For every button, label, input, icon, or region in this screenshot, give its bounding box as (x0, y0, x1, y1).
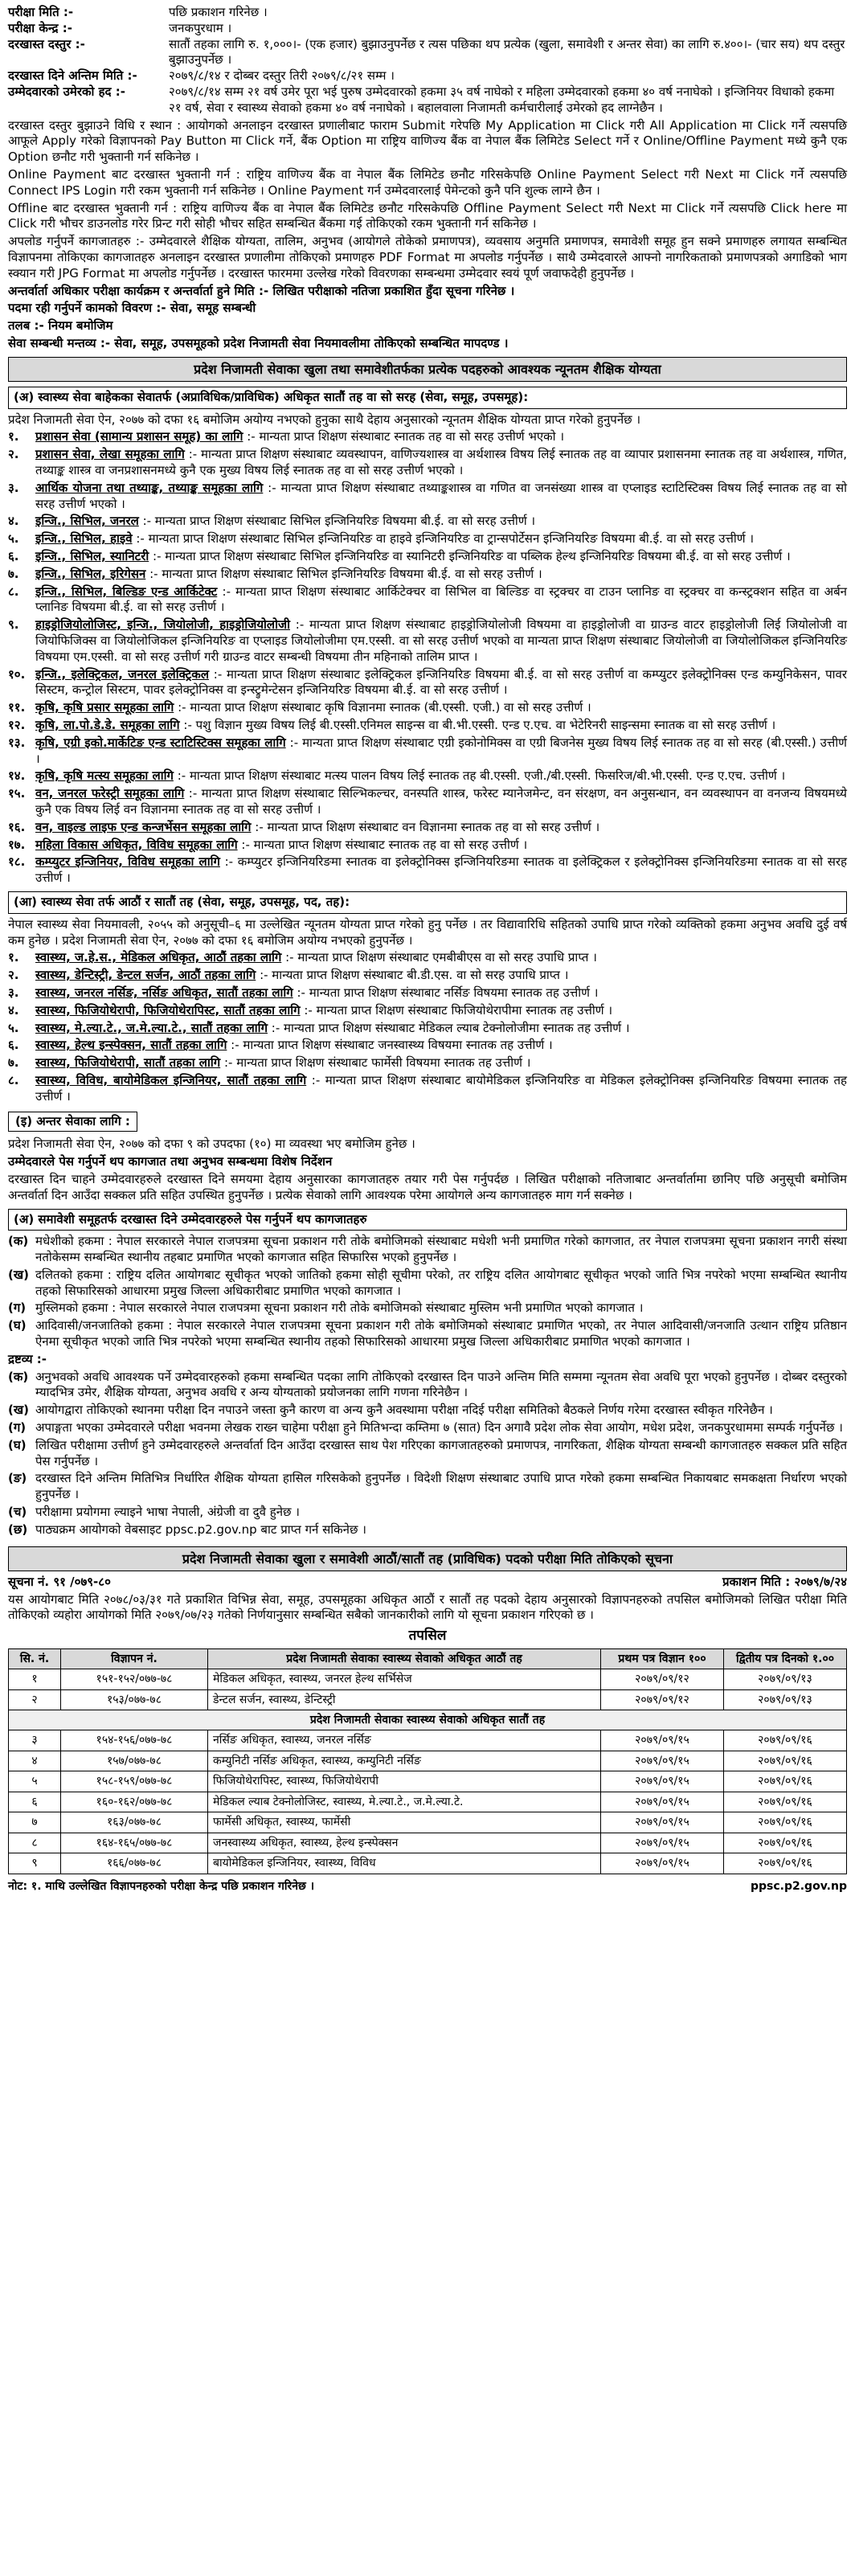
list-item (8, 1021, 847, 1037)
list-text (35, 735, 847, 768)
list-text (35, 531, 847, 547)
list-desc: :- कम्प्युटर इन्जिनियरिङमा स्नातक वा इलेक्ट्रोनिक्स इन्जिनियरिङमा स्नातक वा इलेक्ट्रिकल र इलेक्ट्रोनिक्स इन्जिनियरिङमा स्नातक वा सो सरह उत्तीर्ण । (35, 854, 847, 886)
list-item (8, 1522, 847, 1538)
list-text (35, 1420, 847, 1436)
list-text (35, 820, 847, 836)
list-text (35, 985, 847, 1001)
list-item (8, 1370, 847, 1402)
list-desc: :- मान्यता प्राप्त शिक्षण संस्थाबाट इलेक्ट्रिकल इन्जिनियरिङ विषयमा बी.ई. वा सो सरह उत्तीर्ण वा कम्प्युटर इलेक्ट्रोनिक्स एन्ड कम्युनिकेसन, पावर सिस्टम, कन्ट्रोल सिस्टम, पावर इलेक्ट्रोनिक्स वा इन्स्ट्रुमेन्टेसन इन्जिनियरिङ विषयमा बी.ई. वा सो सरह उत्तीर्ण । (35, 666, 847, 698)
exam-date-notice-heading: प्रदेश निजामती सेवाका खुला र समावेशी आठौं/सातौं तह (प्राविधिक) पदको परीक्षा मिति तोकिएको सूचना (8, 1546, 847, 1571)
table-cell: १५१-१५२/०७७-७८ (61, 1669, 208, 1689)
list-title: स्वास्थ्य, मे.ल्या.टे., ज.मे.ल्या.टे., सातौं तहका लागि (35, 1020, 268, 1035)
footer-note: नोट: १. माथि उल्लेखित विज्ञापनहरुको परीक्षा केन्द्र पछि प्रकाशन गरिनेछ । (8, 1879, 315, 1893)
list-number: ४. (8, 514, 19, 529)
table-row (9, 1792, 847, 1812)
table-row (9, 1812, 847, 1833)
publish-date (722, 1575, 847, 1591)
list-desc: पाठ्यक्रम आयोगको वेबसाइट ppsc.p2.gov.np बाट प्राप्त गर्न सकिनेछ । (35, 1521, 366, 1537)
table-cell: २०७९/०९/१६ (724, 1751, 847, 1771)
meta-label: परीक्षा मिति :- (8, 5, 74, 19)
notice-meta (8, 1575, 847, 1591)
list-desc: :- मान्यता प्राप्त शिक्षण संस्थाबाट मेडिकल ल्याब टेक्नोलोजीमा स्नातक तह उत्तीर्ण । (271, 1020, 630, 1035)
table-cell: १ (9, 1669, 61, 1689)
list-text (35, 1471, 847, 1503)
list-desc: :- मान्यता प्राप्त शिक्षण संस्थाबाट सिभिल इन्जिनियरिङ विषयमा बी.ई. वा सो सरह उत्तीर्ण । (142, 514, 536, 529)
list-number: (ख) (8, 1403, 29, 1418)
qualification-heading: प्रदेश निजामती सेवाका खुला तथा समावेशीतर्फका प्रत्येक पदहरुको आवश्यक न्यूनतम शैक्षिक योग्यता (8, 357, 847, 382)
list-item (8, 854, 847, 887)
list-item (8, 1420, 847, 1436)
list-desc: मुस्लिमको हकमा : नेपाल सरकारले नेपाल राजपत्रमा सूचना प्रकाशन गरी तोके बमोजिमको संस्थाबाट मुस्लिम भनी प्रमाणित भएको कागजात । (35, 1300, 644, 1316)
tapsil-heading: तपसिल (408, 1628, 447, 1644)
list-desc: :- मान्यता प्राप्त शिक्षण संस्थाबाट सिभिल इन्जिनियरिङ वा हाइवे इन्जिनियरिङ वा ट्रान्सपोर्टेसन इन्जिनियरिङ विषयमा बी.ई. वा सो सरह उत्तीर्ण । (136, 531, 755, 547)
list-title: इन्जि., सिभिल, जनरल (35, 514, 139, 529)
list-text (35, 786, 847, 818)
list-item (8, 584, 847, 616)
notes-list (8, 1370, 847, 1538)
list-desc: :- मान्यता प्राप्त शिक्षण संस्थाबाट सिभिल इन्जिनियरिङ विषयमा बी.ई. वा सो सरह उत्तीर्ण । (149, 566, 542, 581)
list-desc: :- मान्यता प्राप्त शिक्षण संस्थाबाट सिभिल इन्जिनियरिङ वा स्यानिटरी इन्जिनियरिङ वा पब्लिक हेल्थ इन्जिनियरिङ विषयमा बी.ई. वा सो सरह उत्तीर्ण । (153, 549, 791, 564)
list-number: १६. (8, 819, 26, 834)
table-cell: २०७९/०९/१६ (724, 1792, 847, 1812)
salary-paragraph: तलब :- नियम बमोजिम (8, 318, 113, 334)
list-desc: :- मान्यता प्राप्त शिक्षण संस्थाबाट स्नातक तह वा सो सरह उत्तीर्ण । (241, 837, 528, 852)
list-title: आर्थिक योजना तथा तथ्याङ्क, तथ्याङ्क समूहका लागि (35, 480, 264, 495)
meta-value: पछि प्रकाशन गरिनेछ । (169, 5, 268, 19)
list-number: १७. (8, 837, 26, 852)
list-text (35, 854, 847, 887)
list-number: १४. (8, 768, 26, 784)
table-cell: २ (9, 1689, 61, 1710)
list-item (8, 667, 847, 699)
col-paper2: द्वितीय पत्र दिनको १.०० (724, 1648, 847, 1669)
list-number: ७. (8, 566, 19, 581)
list-desc: दलितको हकमा : राष्ट्रिय दलित आयोगबाट सूचीकृत भएको जातिको हकमा सोही सूचीमा परेको, तर राष्ट्रिय दलित आयोगबाट सूचीकृत भएको जाति भित्र नपरेको भएमा सम्बन्धित स्थानीय तहको सिफारिसको आधारमा प्रमुख जिल्ला अधिकारीबाट प्रमाणित भएको कागजात । (35, 1267, 847, 1298)
list-text (35, 567, 847, 583)
meta-label: उम्मेदवारको उमेरको हद :- (8, 84, 125, 99)
table-cell: २०७९/०९/१६ (724, 1853, 847, 1874)
publish-date-label: प्रकाशन मिति : (722, 1574, 791, 1589)
list-title: कम्प्युटर इन्जिनियर, विविध समूहका लागि (35, 854, 220, 870)
table-row (9, 1689, 847, 1710)
list-item (8, 718, 847, 734)
list-text (35, 1505, 847, 1521)
table-cell: जनस्वास्थ्य अधिकृत, स्वास्थ्य, हेल्थ इन्स्पेक्सन (208, 1833, 601, 1853)
list-desc: :- मान्यता प्राप्त शिक्षण संस्थाबाट एग्री इकोनोमिक्स वा एग्री बिजनेस मुख्य विषय लिई स्नातक तह वा सो सरह (बी.एस्सी.) उत्तीर्ण । (35, 735, 847, 766)
table-cell: २०७९/०९/१३ (724, 1669, 847, 1689)
list-number: (क) (8, 1369, 29, 1384)
table-cell: ९ (9, 1853, 61, 1874)
list-text (35, 584, 847, 616)
list-desc: :- मान्यता प्राप्त शिक्षण संस्थाबाट मत्स्य पालन विषय लिई स्नातक तह बी.एस्सी. एजी./बी.एस्सी. फिसरिज/बी.भी.एस्सी. एन्ड ए.एच. उत्तीर्ण । (177, 768, 786, 784)
list-text (35, 1438, 847, 1470)
table-row (9, 1730, 847, 1751)
list-text (35, 768, 847, 784)
table-header-row (9, 1648, 847, 1669)
list-desc: :- मान्यता प्राप्त शिक्षण संस्थाबाट कृषि विज्ञानमा स्नातक (बी.एस्सी. एजी.) वा सो सरह उत्तीर्ण । (178, 700, 591, 715)
table-cell: मेडिकल अधिकृत, स्वास्थ्य, जनरल हेल्थ सर्भिसेज (208, 1669, 601, 1689)
list-title: स्वास्थ्य, डेन्टिस्ट्री, डेन्टल सर्जन, आठौं तहका लागि (35, 968, 256, 983)
post-desc-paragraph: पदमा रही गर्नुपर्ने कामको विवरण :- सेवा, समूह सम्बन्धी (8, 301, 256, 316)
table-cell: २०७९/०९/१६ (724, 1771, 847, 1792)
table-cell: मेडिकल ल्याब टेक्नोलोजिस्ट, स्वास्थ्य, मे.ल्या.टे., ज.मे.ल्या.टे. (208, 1792, 601, 1812)
table-cell: १६६/०७७-७८ (61, 1853, 208, 1874)
list-title: स्वास्थ्य, विविध, बायोमेडिकल इन्जिनियर, सातौं तहका लागि (35, 1072, 307, 1087)
list-title: कृषि, कृषि मत्स्य समूहका लागि (35, 768, 174, 784)
list-number: २. (8, 968, 19, 983)
list-item (8, 968, 847, 984)
list-item (8, 985, 847, 1001)
list-number: १२. (8, 717, 26, 732)
list-text (35, 1370, 847, 1402)
list-text (35, 950, 847, 966)
list-item (8, 1055, 847, 1071)
experience-heading: उम्मेदवारले पेस गर्नुपर्ने थप कागजात तथा अनुभव सम्बन्धमा विशेष निर्देशन (8, 1154, 333, 1169)
list-number: (ख) (8, 1267, 29, 1282)
list-number: ८. (8, 1072, 19, 1087)
table-cell: ३ (9, 1730, 61, 1751)
table-cell: २०७९/०९/१५ (601, 1751, 724, 1771)
list-number: (ङ) (8, 1471, 27, 1486)
list-text (35, 549, 847, 565)
table-cell: फार्मेसी अधिकृत, स्वास्थ्य, फार्मेसी (208, 1812, 601, 1833)
list-desc: आदिवासी/जनजातिको हकमा : नेपाल सरकारले नेपाल राजपत्रमा सूचना प्रकाशन गरी तोके बमोजिमको संस्थाबाट प्रमाणित भएको, तर नेपाल आदिवासी/जनजाति उत्थान राष्ट्रिय प्रतिष्ठान ऐनमा सूचीकृत भएको जाति भित्र नपरेको भएमा सम्बन्धित स्थानीय तहको सिफारिसको आधारमा प्रमुख जिल्ला अधिकारीबाट प्रमाणित भएको कागजात । (35, 1318, 847, 1349)
list-text (35, 481, 847, 513)
list-number: १. (8, 950, 19, 965)
list-text (35, 667, 847, 699)
table-row (9, 1771, 847, 1792)
list-number: ६. (8, 1038, 19, 1053)
exam-meta (8, 5, 847, 117)
list-desc: :- मान्यता प्राप्त शिक्षण संस्थाबाट सिल्भिकल्चर, वनस्पति शास्त्र, फरेस्ट म्यानेजमेन्ट, वन संरक्षण, वन अनुसन्धान, वन व्यवस्थापन वा वनजन्य विषयमध्ये कुनै एक विषय लिई वन विज्ञानमा स्नातक तह वा सो सरह उत्तीर्ण । (35, 786, 847, 817)
list-item (8, 1003, 847, 1019)
list-text (35, 1003, 847, 1019)
list-text (35, 718, 847, 734)
list-title: प्रशासन सेवा, लेखा समूहका लागि (35, 447, 185, 462)
list-desc: परीक्षामा प्रयोगमा ल्याइने भाषा नेपाली, अंग्रेजी वा दुवै हुनेछ । (35, 1505, 300, 1520)
inter-service-text: प्रदेश निजामती सेवा ऐन, २०७७ को दफा ९ को उपदफा (१०) मा व्यवस्था भए बमोजिम हुनेछ । (8, 1136, 415, 1152)
list-item (8, 617, 847, 665)
list-title: कृषि, कृषि प्रसार समूहका लागि (35, 700, 174, 715)
table-cell: १६३/०७७-७८ (61, 1812, 208, 1833)
list-desc: आयोगद्वारा तोकिएको स्थानमा परीक्षा दिन नपाउने जस्ता कुनै कारण वा अन्य कुनै अवस्थामा परीक्षा नदिई परीक्षा समितिको बैठकले निर्णय गरेमा दरखास्त स्वीकृत गरिनेछैन । (35, 1403, 773, 1418)
list-number: (छ) (8, 1521, 28, 1537)
table-row (9, 1751, 847, 1771)
list-desc: :- मान्यता प्राप्त शिक्षण संस्थाबाट बायोमेडिकल इन्जिनियरिङ वा मेडिकल इलेक्ट्रोनिक्स इन्जिनियरिङ विषयमा स्नातक तह उत्तीर्ण । (35, 1072, 847, 1104)
table-cell: २०७९/०९/१५ (601, 1792, 724, 1812)
table-cell: २०७९/०९/१६ (724, 1833, 847, 1853)
list-number: ४. (8, 1002, 19, 1018)
list-item (8, 768, 847, 784)
list-item (8, 735, 847, 768)
meta-label: परीक्षा केन्द्र :- (8, 20, 72, 35)
table-cell: १६०-१६२/०७७-७८ (61, 1792, 208, 1812)
online-payment-paragraph: Online Payment बाट दरखास्त भुक्तानी गर्न : राष्ट्रिय वाणिज्य बैंक वा नेपाल बैंक लिमिटेड छनौट गरिसकेपछि Online Payment Select गरी Next मा Click गर्ने त्यसपछि Connect IPS Login गरी रकम भुक्तानी गर्न सकिनेछ । Online Payment गर्न उम्मेदवारलाई पेमेन्टको कुनै पनि शुल्क लाग्ने छैन । (8, 166, 847, 198)
col-paper1: प्रथम पत्र विज्ञान १०० (601, 1648, 724, 1669)
table-cell: नर्सिङ अधिकृत, स्वास्थ्य, जनरल नर्सिङ (208, 1730, 601, 1751)
list-item (8, 549, 847, 565)
notes-heading: द्रष्टव्य :- (8, 1351, 47, 1366)
table-cell: ८ (9, 1833, 61, 1853)
meta-value: सातौं तहका लागि रु. १,०००।- (एक हजार) बुझाउनुपर्नेछ र त्यस पछिका थप प्रत्येक (खुला, समावेशी र अन्तर सेवा) का लागि रु.४००।- (चार सय) थप दस्तुर बुझाउनुपर्नेछ । (169, 36, 845, 68)
list-text (35, 838, 847, 854)
inclusion-heading: (अ) समावेशी समूहतर्फ दरखास्त दिने उम्मेदवारहरुले पेस गर्नुपर्ने थप कागजातहरु (8, 1209, 847, 1231)
list-text (35, 1522, 847, 1538)
list-text (35, 700, 847, 716)
table-cell: २०७९/०९/१५ (601, 1771, 724, 1792)
list-title: इन्जि., सिभिल, स्यानिटरी (35, 549, 149, 564)
meta-row (8, 5, 847, 21)
inter-service-heading: (इ) अन्तर सेवाका लागि : (8, 1112, 137, 1132)
table-cell: कम्युनिटी नर्सिङ अधिकृत, स्वास्थ्य, कम्युनिटी नर्सिङ (208, 1751, 601, 1771)
list-number: ५. (8, 1020, 19, 1035)
exam-schedule-table (8, 1648, 847, 1874)
list-item (8, 1073, 847, 1105)
list-item (8, 838, 847, 854)
footer (8, 1879, 847, 1894)
table-cell: २०७९/०९/१५ (601, 1833, 724, 1853)
list-title: इन्जि., सिभिल, बिल्डिङ एन्ड आर्किटेक्ट (35, 584, 218, 599)
list-text (35, 1268, 847, 1300)
list-number: (घ) (8, 1318, 27, 1333)
interview-paragraph: अन्तर्वार्ता अधिकार परीक्षा कार्यक्रम र अन्तर्वार्ता हुने मिति :- लिखित परीक्षाको नतिजा प्रकाशित हुँदा सूचना गरिनेछ । (8, 283, 515, 298)
list-title: स्वास्थ्य, जनरल नर्सिङ, नर्सिङ अधिकृत, सातौं तहका लागि (35, 985, 293, 1000)
list-desc: :- मान्यता प्राप्त शिक्षण संस्थाबाट व्यवस्थापन, वाणिज्यशास्त्र वा अर्थशास्त्र विषय लिई स्नातक तह वा व्यापार प्रशासनमा स्नातक तह वा अर्थशास्त्र, गणित, तथ्याङ्क शास्त्र वा जनप्रशासनमध्ये कुनै एक मुख्य विषय लिई स्नातक तह वा सो सरह उत्तीर्ण भएको । (35, 447, 847, 478)
list-title: प्रशासन सेवा (सामान्य प्रशासन समूह) का लागि (35, 429, 243, 444)
list-number: १५. (8, 786, 26, 801)
table-cell: २०७९/०९/१५ (601, 1812, 724, 1833)
table-cell: २०७९/०९/१६ (724, 1812, 847, 1833)
table-cell: १६४-१६५/०७७-७८ (61, 1833, 208, 1853)
table-section-row (9, 1710, 847, 1730)
health-qualification-list (8, 950, 847, 1104)
table-row (9, 1833, 847, 1853)
table-cell: ७ (9, 1812, 61, 1833)
table-cell: १५३/०७७-७८ (61, 1689, 208, 1710)
list-number: ८. (8, 584, 19, 599)
list-desc: :- मान्यता प्राप्त शिक्षण संस्थाबाट नर्सिङ विषयमा स्नातक तह उत्तीर्ण । (297, 985, 599, 1000)
meta-row (8, 37, 847, 69)
offline-payment-paragraph: Offline बाट दरखास्त भुक्तानी गर्न : राष्ट्रिय वाणिज्य बैंक वा नेपाल बैंक लिमिटेड छनौट गरिसकेपछि Offline Payment Select गरी Next मा Click गर्ने त्यसपछि Click here मा Click गरी भौचर डाउनलोड गरेर प्रिन्ट गरी सोही भौचर सहित सम्बन्धित बैंकमा गई तोकिएको रकम भुक्तानी गर्न सकिनेछ । (8, 200, 847, 231)
list-item (8, 1300, 847, 1317)
table-section-title: प्रदेश निजामती सेवाका स्वास्थ्य सेवाको अधिकृत सातौं तह (9, 1710, 847, 1730)
list-item (8, 1318, 847, 1350)
list-number: ९. (8, 617, 19, 633)
list-title: स्वास्थ्य, ज.हे.स., मेडिकल अधिकृत, आठौं तहका लागि (35, 950, 282, 965)
list-item (8, 700, 847, 716)
table-cell: २०७९/०९/१२ (601, 1669, 724, 1689)
list-number: ३. (8, 985, 19, 1000)
list-number: (ग) (8, 1420, 27, 1435)
list-desc: दरखास्त दिने अन्तिम मितिभित्र निर्धारित शैक्षिक योग्यता हासिल गरिसकेको हुनुपर्नेछ । विदेशी शिक्षण संस्थाबाट उपाधि प्राप्त गरेको हकमा सम्बन्धित निकायबाट समकक्षता निर्धारण भएको हुनुपर्नेछ । (35, 1471, 847, 1502)
list-text (35, 1073, 847, 1105)
list-text (35, 1021, 847, 1037)
rules-paragraph: सेवा सम्बन्धी मन्तव्य :- सेवा, समूह, उपसमूहको प्रदेश निजामती सेवा नियमावलीमा तोकिएको सम्बन्धित मापदण्ड । (8, 335, 509, 350)
list-desc: :- मान्यता प्राप्त शिक्षण संस्थाबाट बी.डी.एस. वा सो सरह उपाधि प्राप्त । (260, 968, 569, 983)
col-adv-no: विज्ञापन नं. (61, 1648, 208, 1669)
list-item (8, 429, 847, 445)
list-item (8, 1438, 847, 1470)
list-desc: :- मान्यता प्राप्त शिक्षण संस्थाबाट हाइड्रोजियोलोजी विषयमा वा हाइड्रोलोजी वा ग्राउन्ड वाटर हाइड्रोलोजी लिई जियोलोजी वा जियोफिजिक्स वा जियोलोजिकल इन्जिनियरिङ वा एप्लाइड जियोलोजीमा एम.एस्सी. वा सो सरह उत्तीर्ण भएको वा मान्यता प्राप्त शिक्षण संस्थाबाट जियोलोजी वा जियोलोजिकल इन्जिनियरिङ विषयमा एम.एस्सी. वा सो सरह उत्तीर्ण गरी ग्राउन्ड वाटर सम्बन्धी विषयमा तीन महिनाको तालिम प्राप्त । (35, 617, 847, 664)
table-cell: १५७/०७७-७८ (61, 1751, 208, 1771)
footer-site: ppsc.p2.gov.np (750, 1879, 847, 1893)
table-cell: २०७९/०९/१५ (601, 1853, 724, 1874)
health-intro: नेपाल स्वास्थ्य सेवा नियमावली, २०५५ को अनुसूची–६ मा उल्लेखित न्यूनतम योग्यता प्राप्त गरेको हुनु पर्नेछ । तर विद्यावारिधि सहितको उपाधि प्राप्त गरेको व्यक्तिको हकमा अनुभव अवधि दुई वर्ष कम हुनेछ । प्रदेश निजामती सेवा ऐन, २०७७ को दफा १६ बमोजिम अयोग्य नभएको हुनुपर्नेछ । (8, 916, 847, 948)
meta-row (8, 84, 847, 117)
list-desc: :- मान्यता प्राप्त शिक्षण संस्थाबाट वन विज्ञानमा स्नातक तह वा सो सरह उत्तीर्ण । (255, 819, 600, 834)
list-item (8, 1234, 847, 1266)
meta-label: दरखास्त दस्तुर :- (8, 36, 85, 51)
col-post: प्रदेश निजामती सेवाका स्वास्थ्य सेवाको अधिकृत आठौं तह (208, 1648, 601, 1669)
list-item (8, 820, 847, 836)
list-text (35, 617, 847, 665)
list-desc: :- मान्यता प्राप्त शिक्षण संस्थाबाट जनस्वास्थ्य विषयमा स्नातक तह उत्तीर्ण । (231, 1038, 553, 1053)
list-text (35, 1318, 847, 1350)
meta-label: दरखास्त दिने अन्तिम मिति :- (8, 68, 137, 84)
list-number: १८. (8, 854, 26, 870)
list-item (8, 514, 847, 530)
table-cell: ६ (9, 1792, 61, 1812)
list-number: ३. (8, 480, 19, 495)
list-desc: :- मान्यता प्राप्त शिक्षण संस्थाबाट आर्किटेक्चर वा सिभिल वा बिल्डिङ वा स्ट्रक्चर वा टाउन प्लानिङ वा स्ट्रक्चर वा कन्स्ट्रक्शन सहित वा अर्बन प्लानिङ विषयमा बी.ई. वा सो सरह उत्तीर्ण । (35, 584, 847, 615)
list-text (35, 1055, 847, 1071)
inclusion-doc-list (8, 1234, 847, 1350)
upload-docs-paragraph: अपलोड गर्नुपर्ने कागजातहरु :- उम्मेदवारले शैक्षिक योग्यता, तालिम, अनुभव (आयोगले तोकेको प्रमाणपत्र), व्यवसाय अनुमति प्रमाणपत्र, समावेशी समूह हुन सक्ने प्रमाणहरु लगायत सम्बन्धित विज्ञापनमा तोकिएका कागजातहरु अनलाइन दरखास्त प्रणालीमा तोकिएको प्रमाणहरु PDF Format मा अपलोड गर्नुपर्नेछ । साथै उम्मेदवारले आफ्नो नागरिकताको प्रमाणपत्रको अगाडिको भाग स्क्यान गरी JPG Format मा अपलोड गर्नुपर्नेछ । दरखास्त फारममा उल्लेख गरेको विवरणका सम्बन्धमा उम्मेदवार स्वयं पूर्ण जवाफदेही हुनुपर्नेछ । (8, 234, 847, 281)
list-title: स्वास्थ्य, फिजियोथेरापी, सातौं तहका लागि (35, 1055, 221, 1071)
list-item (8, 481, 847, 513)
list-number: १. (8, 429, 19, 444)
list-desc: लिखित परीक्षामा उत्तीर्ण हुने उम्मेदवारहरुले अन्तर्वार्ता दिन आउँदा दरखास्त साथ पेश गरिएका कागजातहरुको प्रमाणपत्र, नागरिकता, शैक्षिक योग्यता सम्बन्धी कागजातहरु सक्कल प्रति सहित पेस गर्नुपर्नेछ । (35, 1437, 847, 1468)
non-health-qualification-list (8, 429, 847, 887)
table-cell: १५८-१५९/०७७-७८ (61, 1771, 208, 1792)
list-number: (च) (8, 1505, 27, 1520)
table-cell: २०७९/०९/१२ (601, 1689, 724, 1710)
meta-value: जनकपुरधाम । (169, 20, 232, 35)
list-item (8, 531, 847, 547)
table-cell: ५ (9, 1771, 61, 1792)
list-desc: :- मान्यता प्राप्त शिक्षण संस्थाबाट स्नातक तह वा सो सरह उत्तीर्ण भएको । (247, 429, 565, 444)
list-desc: :- मान्यता प्राप्त शिक्षण संस्थाबाट तथ्याङ्कशास्त्र वा गणित वा जनसंख्या शास्त्र वा एप्लाइड स्टाटिस्टिक्स विषय लिई स्नातक तह वा सो सरह उत्तीर्ण भएको । (35, 480, 847, 511)
list-item (8, 1505, 847, 1521)
health-subheading: (आ) स्वास्थ्य सेवा तर्फ आठौं र सातौं तह (सेवा, समूह, उपसमूह, पद, तह): (8, 891, 847, 914)
list-item (8, 567, 847, 583)
list-number: ५. (8, 531, 19, 547)
list-number: ११. (8, 700, 26, 715)
list-title: वन, जनरल फरेस्ट्री समूहका लागि (35, 786, 185, 801)
list-number: (क) (8, 1234, 29, 1249)
notice-body: यस आयोगबाट मिति २०७८/०३/३१ गते प्रकाशित विभिन्न सेवा, समूह, उपसमूहका अधिकृत आठौं र सातौं तह पदको देहाय अनुसारको विज्ञापनहरुको तपसिल बमोजिमको लिखित परीक्षा मिति तोकिएको व्यहोरा आयोगको मिति २०७९/०७/२३ गतेको निर्णयानुसार सम्बन्धित सबैको जानकारीको लागि यो सूचना प्रकाशन गरिएको छ । (8, 1591, 847, 1623)
list-title: स्वास्थ्य, हेल्थ इन्स्पेक्सन, सातौं तहका लागि (35, 1038, 227, 1053)
apply-method-paragraph: दरखास्त दस्तुर बुझाउने विधि र स्थान : आयोगको अनलाइन दरखास्त प्रणालीबाट फाराम Submit गरेपछि My Application मा Click गरी All Application मा Click गर्ने त्यसपछि आफूले Apply गरेको विज्ञापनको Pay Button मा Click गर्ने, बैंक Option मा राष्ट्रिय वाणिज्य बैंक वा नेपाल बैंक लिमिटेड Select गर्ने र Online/Offline Payment मध्ये कुनै एक Option छनौट गरी भुक्तानी गर्न सकिनेछ । (8, 117, 847, 165)
list-item (8, 447, 847, 479)
list-title: वन, वाइल्ड लाइफ एन्ड कन्जर्भेसन समूहका लागि (35, 819, 252, 834)
list-title: कृषि, एग्री इको.मार्केटिङ एन्ड स्टाटिस्टिक्स समूहका लागि (35, 735, 286, 750)
list-text (35, 1300, 847, 1317)
table-cell: फिजियोथेरापिस्ट, स्वास्थ्य, फिजियोथेरापी (208, 1771, 601, 1792)
list-text (35, 1403, 847, 1419)
col-sn: सि. नं. (9, 1648, 61, 1669)
list-item (8, 786, 847, 818)
list-desc: मधेशीको हकमा : नेपाल सरकारले नेपाल राजपत्रमा सूचना प्रकाशन गरी तोके बमोजिमको संस्थाबाट मधेशी भनी प्रमाणित गरेको कागजात, तर नेपाल राजपत्रमा सूचना प्रकाशन नगरी संस्था नतोकेसम्म सम्बन्धित स्थानीय तहबाट प्रमाणित भएको कागजात सहित सिफारिस भएको हुनुपर्नेछ । (35, 1234, 847, 1265)
publish-date-value: २०७९/७/२४ (794, 1574, 847, 1589)
list-number: २. (8, 447, 19, 462)
list-title: इन्जि., सिभिल, हाइवे (35, 531, 133, 547)
list-desc: :- पशु विज्ञान मुख्य विषय लिई बी.एस्सी.एनिमल साइन्स वा बी.भी.एस्सी. एन्ड ए.एच. वा भेटेरिनरी साइन्समा स्नातक वा सो सरह उत्तीर्ण । (183, 717, 776, 732)
list-number: (घ) (8, 1437, 27, 1452)
list-title: इन्जि., सिभिल, इरिगेसन (35, 566, 146, 581)
list-desc: अनुभवको अवधि आवश्यक पर्ने उम्मेदवारहरुको हकमा सम्बन्धित पदका लागि तोकिएको दरखास्त दिन पाउने अन्तिम मिति सम्ममा न्यूनतम सेवा अवधि पूरा भएको हुनुपर्नेछ । दोब्बर दस्तुरको म्यादभित्र उमेर, शैक्षिक योग्यता, अनुभव अवधि र अन्य योग्यताको प्रयोजनका लागि गणना गरिनेछैन । (35, 1369, 847, 1400)
list-text (35, 968, 847, 984)
list-number: (ग) (8, 1300, 27, 1316)
list-number: १३. (8, 735, 26, 750)
list-item (8, 1403, 847, 1419)
table-row (9, 1853, 847, 1874)
exam-schedule-body (9, 1669, 847, 1874)
list-text (35, 447, 847, 479)
list-item (8, 950, 847, 966)
list-number: १०. (8, 666, 26, 682)
meta-row (8, 21, 847, 37)
non-health-intro: प्रदेश निजामती सेवा ऐन, २०७७ को दफा १६ बमोजिम अयोग्य नभएको हुनुका साथै देहाय अनुसारको न्यूनतम शैक्षिक योग्यता प्राप्त गरेको हुनुपर्नेछ । (8, 412, 641, 427)
list-title: महिला विकास अधिकृत, विविध समूहका लागि (35, 837, 238, 852)
list-title: कृषि, ला.पो.डे.डे. समूहका लागि (35, 717, 180, 732)
list-desc: अपाङ्गता भएका उम्मेदवारले परीक्षा भवनमा लेखक राख्न चाहेमा परीक्षा हुने मितिभन्दा कम्तिमा ७ (सात) दिन अगावै प्रदेश लोक सेवा आयोग, मधेश प्रदेश, जनकपुरधाममा सम्पर्क गर्नुपर्नेछ । (35, 1420, 843, 1435)
meta-value: २०७९/८/१४ र दोब्बर दस्तुर तिरी २०७९/८/२१ सम्म । (169, 68, 395, 84)
list-text (35, 514, 847, 530)
table-cell: बायोमेडिकल इन्जिनियर, स्वास्थ्य, विविध (208, 1853, 601, 1874)
table-cell: १५४-१५६/०७७-७८ (61, 1730, 208, 1751)
list-item (8, 1038, 847, 1054)
meta-row (8, 68, 847, 84)
table-cell: २०७९/०९/१३ (724, 1689, 847, 1710)
list-number: ७. (8, 1055, 19, 1071)
experience-text: दरखास्त दिन चाहने उम्मेदवारहरुले दरखास्त दिने समयमा देहाय अनुसारका कागजातहरु तयार गरी पेस गर्नुपर्दछ । लिखित परीक्षाको नतिजाबाट अन्तर्वार्तामा छानिए पछि अनुसूची बमोजिम अन्तर्वार्ता दिन आउँदा सक्कल प्रति सहित उपस्थित हुनुपर्नेछ । प्रत्येक सेवाको लागि आवश्यक परेमा आयोगले अन्य कागजातहरु माग गर्न सक्नेछ । (8, 1171, 847, 1202)
table-cell: २०७९/०९/१५ (601, 1730, 724, 1751)
table-cell: डेन्टल सर्जन, स्वास्थ्य, डेन्टिस्ट्री (208, 1689, 601, 1710)
list-title: स्वास्थ्य, फिजियोथेरापी, फिजियोथेरापिस्ट, सातौं तहका लागि (35, 1002, 301, 1018)
list-item (8, 1471, 847, 1503)
table-cell: २०७९/०९/१६ (724, 1730, 847, 1751)
notice-number: सूचना नं. ९१ /०७९-८० (8, 1574, 111, 1589)
list-text (35, 429, 847, 445)
list-text (35, 1038, 847, 1054)
list-text (35, 1234, 847, 1266)
meta-value: २०७९/८/१४ सम्म २१ वर्ष उमेर पूरा भई पुरुष उम्मेदवारको हकमा ३५ वर्ष नाघेको र महिला उम्मेदवारको हकमा ४० वर्ष ननाघेको । इन्जिनियर विधाको हकमा २१ वर्ष, सेवा र स्वास्थ्य सेवाको हकमा ४० वर्ष ननाघेको । बहालवाला निजामती कर्मचारीलाई उमेरको हद लाग्नेछैन । (169, 84, 835, 115)
table-cell: ४ (9, 1751, 61, 1771)
list-number: ६. (8, 549, 19, 564)
list-title: इन्जि., इलेक्ट्रिकल, जनरल इलेक्ट्रिकल (35, 666, 210, 682)
non-health-subheading: (अ) स्वास्थ्य सेवा बाहेकका सेवातर्फ (अप्राविधिक/प्राविधिक) अधिकृत सातौं तह वा सो सरह (सेवा, समूह, उपसमूह): (8, 387, 847, 409)
table-row (9, 1669, 847, 1689)
list-title: हाइड्रोजियोलोजिस्ट, इन्जि., जियोलोजी, हाइड्रोजियोलोजी (35, 617, 290, 633)
list-desc: :- मान्यता प्राप्त शिक्षण संस्थाबाट फिजियोथेरापीमा स्नातक तह उत्तीर्ण । (304, 1002, 613, 1018)
list-desc: :- मान्यता प्राप्त शिक्षण संस्थाबाट फार्मेसी विषयमा स्नातक तह उत्तीर्ण । (223, 1055, 531, 1071)
list-desc: :- मान्यता प्राप्त शिक्षण संस्थाबाट एमबीबीएस वा सो सरह उपाधि प्राप्त । (285, 950, 597, 965)
list-item (8, 1268, 847, 1300)
